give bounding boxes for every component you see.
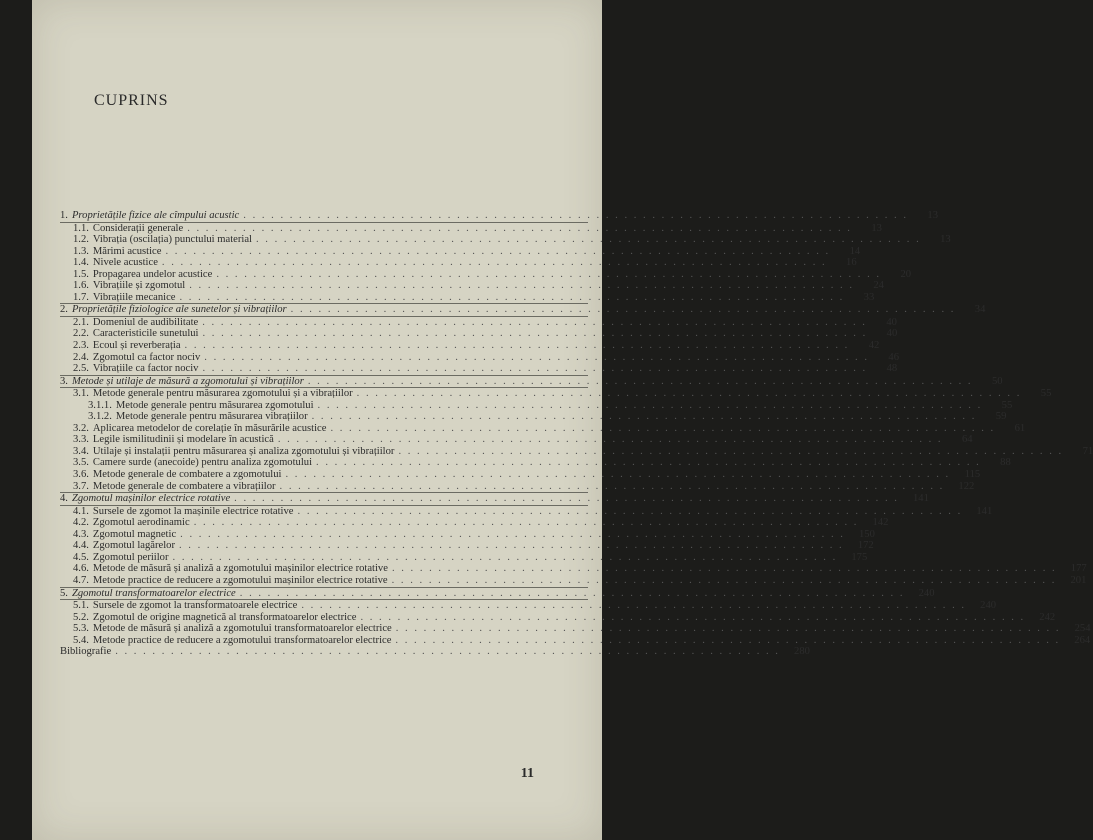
toc-leader-dots (398, 446, 1063, 458)
toc-leader-dots (203, 328, 868, 340)
toc-entry-title: Vibrațiile și zgomotul (92, 280, 186, 292)
toc-entry-number: 1.6. (73, 280, 89, 292)
toc-entry-number: 3.6. (73, 469, 89, 481)
toc-entry (60, 611, 1056, 624)
table-of-contents (60, 210, 1093, 658)
toc-entry-title: Nivele acustice (92, 257, 158, 269)
book-page (32, 0, 1093, 840)
toc-entry (60, 587, 935, 601)
toc-entry (60, 517, 889, 529)
toc-entry-title: Metode practice de reducere a zgomotului mașinilor electrice rotative (92, 574, 388, 586)
toc-entry-number: 5. (60, 587, 68, 599)
toc-leader-dots (180, 529, 845, 541)
toc-leader-dots (312, 411, 977, 423)
toc-entry-page: 280 (794, 646, 810, 658)
toc-entry-number: 3.3. (73, 434, 89, 446)
toc-entry-number: 4.7. (73, 574, 89, 586)
page-number: 11 (520, 766, 534, 781)
toc-entry-title: Zgomotul transformatoarelor electrice (71, 587, 236, 599)
toc-entry-number: 3. (60, 375, 68, 387)
toc-leader-dots (185, 340, 850, 352)
toc-entry-title: Zgomotul aerodinamic (92, 517, 190, 529)
toc-leader-dots (204, 352, 869, 364)
toc-entry (60, 422, 1026, 435)
toc-entry-title: Metode practice de reducere a zgomotului transformatoarelor electrice (92, 634, 392, 646)
toc-entry-page: 13 (871, 222, 882, 234)
toc-entry-page: 141 (913, 493, 929, 505)
toc-entry-title: Metode generale pentru măsurarea zgomotului și a vibrațiilor (92, 388, 353, 400)
toc-leader-dots (240, 588, 905, 600)
toc-entry-title: Metode generale de combatere a vibrațiilor (92, 480, 276, 492)
toc-entry (60, 340, 880, 352)
toc-entry-number: 4. (60, 493, 68, 505)
toc-leader-dots (162, 257, 827, 269)
toc-entry-title: Vibrațiile ca factor nociv (92, 363, 199, 375)
toc-entry-page: 13 (940, 234, 951, 246)
toc-entry-page: 40 (886, 316, 897, 328)
toc-leader-dots (179, 540, 844, 552)
toc-entry (60, 646, 810, 658)
toc-entry-title: Considerații generale (92, 222, 184, 234)
toc-leader-dots (316, 457, 981, 469)
toc-entry (60, 528, 875, 541)
toc-entry-page: 71 (1082, 445, 1093, 457)
toc-leader-dots (173, 552, 838, 564)
toc-entry-page: 55 (1040, 388, 1052, 400)
toc-entry (60, 600, 997, 612)
toc-entry-number: 5.3. (73, 623, 89, 635)
toc-entry-number: 2.5. (73, 363, 89, 375)
toc-entry-number: 5.1. (73, 600, 89, 612)
toc-leader-dots (256, 234, 921, 246)
toc-entry-number: 4.6. (73, 563, 89, 575)
toc-entry-number: 1.7. (73, 291, 89, 303)
toc-entry-number: 2. (60, 304, 68, 316)
toc-entry-title: Bibliografie (60, 646, 112, 658)
toc-entry-title: Zgomotul lagărelor (92, 540, 175, 552)
toc-entry-number: 3.1. (73, 388, 89, 400)
toc-entry (60, 434, 973, 446)
toc-entry-page: 240 (918, 587, 935, 599)
toc-leader-dots (202, 317, 867, 329)
toc-entry-page: 59 (995, 411, 1007, 423)
toc-entry (60, 222, 882, 235)
toc-entry-number: 3.4. (73, 445, 89, 457)
toc-leader-dots (115, 646, 780, 658)
toc-entry-number: 1. (60, 210, 68, 221)
toc-entry (60, 551, 868, 564)
toc-entry (60, 634, 1091, 647)
toc-entry-page: 264 (1074, 634, 1091, 646)
toc-entry-title: Proprietățile fiziologice ale sunetelor și vibrațiilor (71, 304, 287, 316)
toc-entry-number: 1.3. (73, 245, 89, 257)
toc-entry-page: 16 (846, 257, 857, 269)
toc-leader-dots (280, 481, 945, 493)
toc-entry-title: Zgomotul ca factor nociv (92, 351, 201, 363)
toc-entry-title: Ecoul și reverberația (92, 340, 181, 352)
toc-entry (60, 457, 1011, 469)
toc-entry (60, 375, 1003, 389)
toc-entry-page: 24 (873, 280, 884, 292)
toc-entry (60, 469, 981, 481)
toc-entry-page: 14 (849, 245, 861, 257)
toc-leader-dots (243, 210, 908, 222)
toc-entry-page: 172 (857, 540, 874, 552)
toc-entry-page: 34 (974, 304, 986, 316)
toc-entry-title: Metode generale pentru măsurarea vibrațiilor (115, 411, 308, 423)
toc-entry-number: 4.2. (73, 517, 89, 529)
toc-entry (60, 411, 1007, 423)
toc-leader-dots (318, 400, 983, 412)
toc-entry (60, 304, 986, 317)
toc-entry-title: Zgomotul magnetic (92, 528, 177, 540)
toc-entry-number: 4.3. (73, 528, 89, 540)
toc-entry-title: Proprietățile fizice ale cîmpului acustic (71, 210, 240, 221)
toc-entry (60, 388, 1052, 400)
toc-entry-page: 115 (964, 469, 981, 481)
toc-entry-page: 254 (1074, 623, 1091, 635)
toc-entry (60, 351, 899, 364)
toc-leader-dots (216, 269, 881, 281)
toc-leader-dots (330, 423, 995, 435)
toc-entry-number: 1.5. (73, 268, 89, 280)
toc-entry-title: Metode de măsură și analiză a zgomotului transformatoarelor electrice (92, 623, 392, 635)
toc-entry (60, 268, 912, 281)
toc-entry-number: 3.5. (73, 457, 89, 469)
toc-entry-page: 33 (863, 291, 875, 303)
toc-entry-number: 4.5. (73, 551, 89, 563)
toc-entry-number: 2.2. (73, 328, 89, 340)
toc-entry-title: Legile ismilitudinii și modelare în acustică (92, 434, 274, 446)
toc-leader-dots (202, 363, 867, 375)
toc-entry-title: Sursele de zgomot la mașinile electrice rotative (92, 505, 294, 517)
toc-leader-dots (298, 506, 963, 518)
toc-entry-number: 1.2. (73, 234, 89, 246)
toc-entry-page: 48 (886, 363, 898, 375)
toc-entry-title: Sursele de zgomot la transformatoarele electrice (92, 600, 298, 612)
toc-entry (60, 445, 1093, 458)
toc-entry-title: Camere surde (anecoide) pentru analiza zgomotului (92, 457, 313, 469)
toc-leader-dots (392, 575, 1057, 587)
toc-entry-title: Zgomotul periilor (92, 551, 169, 563)
toc-leader-dots (187, 223, 852, 235)
toc-leader-dots (278, 434, 943, 446)
toc-entry-page: 177 (1070, 563, 1087, 575)
toc-leader-dots (165, 246, 830, 258)
toc-entry (60, 563, 1087, 575)
toc-entry (60, 328, 898, 340)
page-title: CUPRINS (94, 92, 169, 109)
toc-entry-number: 1.4. (73, 257, 89, 269)
toc-entry (60, 399, 1013, 412)
toc-entry-page: 122 (958, 480, 975, 492)
toc-entry-number: 3.1.2. (88, 411, 112, 423)
toc-entry-page: 55 (1001, 399, 1013, 411)
toc-entry-title: Aplicarea metodelor de corelație în măsurările acustice (92, 422, 327, 434)
toc-entry-title: Domeniul de audibilitate (92, 316, 199, 328)
toc-entry-number: 1.1. (73, 222, 89, 234)
toc-leader-dots (396, 623, 1061, 635)
toc-entry-number: 2.1. (73, 316, 89, 328)
toc-entry-page: 242 (1039, 611, 1056, 623)
toc-entry-title: Caracteristicile sunetului (92, 328, 199, 340)
toc-entry-title: Propagarea undelor acustice (92, 268, 213, 280)
toc-entry-page: 141 (976, 505, 993, 517)
toc-entry-number: 4.4. (73, 540, 89, 552)
toc-entry-number: 5.4. (73, 634, 89, 646)
toc-entry (60, 245, 861, 258)
toc-leader-dots (291, 304, 956, 316)
toc-entry-title: Vibrația (oscilația) punctului material (92, 234, 252, 246)
toc-entry-page: 150 (859, 528, 875, 540)
toc-entry-page: 61 (1014, 422, 1026, 434)
toc-entry (60, 363, 898, 376)
toc-entry (60, 291, 875, 305)
toc-leader-dots (301, 600, 966, 612)
toc-entry (60, 540, 874, 552)
toc-entry-title: Utilaje și instalații pentru măsurarea și analiza zgomotului și vibrațiilor (92, 445, 395, 457)
toc-entry (60, 493, 929, 506)
toc-entry-title: Zgomotul de origine magnetică al transformatoarelor electrice (92, 611, 357, 623)
toc-leader-dots (395, 635, 1060, 647)
toc-entry-number: 4.1. (73, 505, 89, 517)
toc-entry-title: Zgomotul mașinilor electrice rotative (71, 493, 231, 505)
toc-entry (60, 210, 938, 223)
toc-entry-title: Metode și utilaje de măsură a zgomotului și vibrațiilor (71, 375, 304, 387)
toc-entry-page: 88 (1000, 457, 1011, 469)
toc-leader-dots (360, 612, 1025, 624)
toc-entry-page: 175 (851, 551, 868, 563)
toc-leader-dots (392, 563, 1057, 575)
toc-entry-page: 64 (961, 434, 973, 446)
toc-entry-title: Metode de măsură și analiză a zgomotului mașinilor electrice rotative (92, 563, 388, 575)
toc-entry-page: 240 (980, 600, 997, 612)
toc-entry (60, 257, 857, 269)
toc-leader-dots (357, 388, 1022, 400)
toc-entry (60, 505, 993, 518)
toc-entry-title: Metode generale de combatere a zgomotului (92, 469, 282, 481)
toc-entry-title: Mărimi acustice (92, 245, 162, 257)
toc-entry-number: 3.2. (73, 422, 89, 434)
toc-entry-page: 50 (991, 375, 1003, 387)
toc-entry-page: 20 (900, 268, 912, 280)
toc-leader-dots (189, 280, 854, 292)
toc-entry (60, 480, 975, 494)
toc-entry-page: 40 (886, 328, 898, 340)
toc-entry-number: 5.2. (73, 611, 89, 623)
toc-entry (60, 574, 1087, 588)
toc-entry (60, 234, 951, 246)
toc-entry (60, 280, 884, 292)
toc-leader-dots (234, 493, 899, 505)
toc-entry-page: 201 (1070, 574, 1087, 586)
toc-entry-number: 2.3. (73, 340, 89, 352)
toc-entry-number: 3.7. (73, 480, 89, 492)
toc-leader-dots (180, 292, 845, 304)
toc-entry (60, 316, 897, 329)
toc-entry-number: 2.4. (73, 351, 89, 363)
toc-entry-page: 142 (872, 517, 889, 529)
toc-entry-page: 46 (888, 351, 899, 363)
toc-entry-number: 3.1.1. (88, 399, 112, 411)
toc-leader-dots (308, 376, 973, 388)
toc-entry-page: 13 (927, 210, 938, 221)
toc-entry (60, 623, 1091, 635)
toc-entry-page: 42 (868, 340, 880, 352)
toc-entry-title: Vibrațiile mecanice (92, 291, 176, 303)
toc-leader-dots (194, 517, 859, 529)
toc-entry-title: Metode generale pentru măsurarea zgomotului (115, 399, 314, 411)
toc-leader-dots (285, 469, 950, 481)
